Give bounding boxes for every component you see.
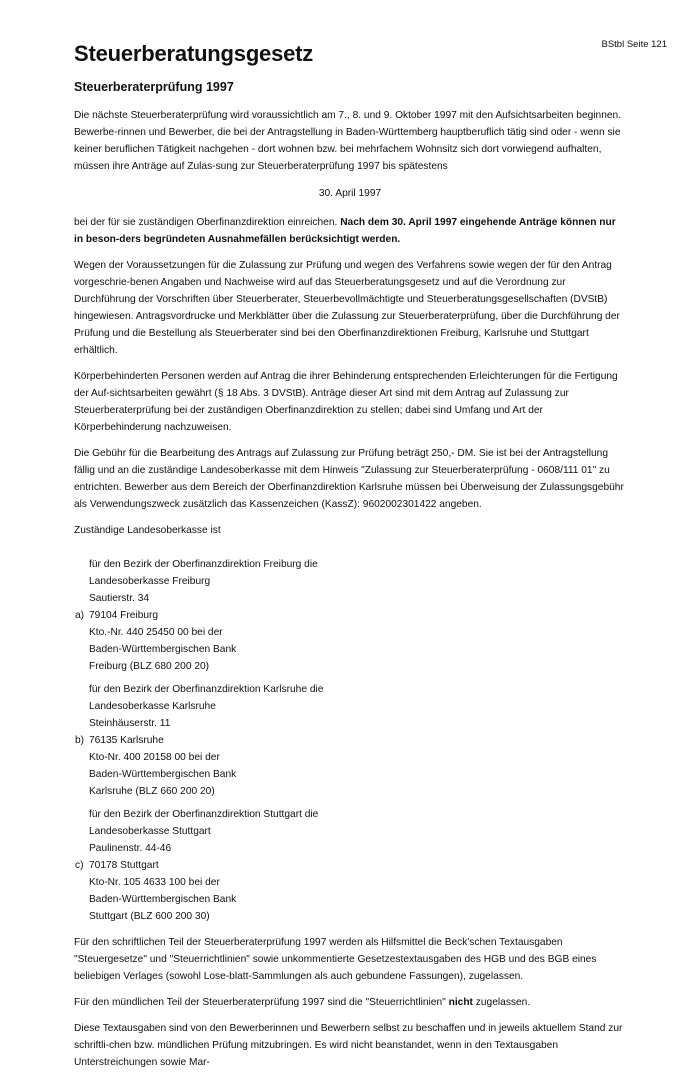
address-line: für den Bezirk der Oberfinanzdirektion Karlsruhe die [89,684,324,695]
address-line: Kto-Nr. 105 4633 100 bei der [89,877,220,888]
address-line: 79104 Freiburg [89,610,159,621]
list-marker: b) [75,735,85,746]
paragraph-text-editions: Diese Textausgaben sind von den Bewerberinnen und Bewerbern selbst zu beschaffen und in jeweils aktuellem Stand zur schriftli-chen bzw. mündlichen Prüfung mitzubringen. Es wird nicht beanstandet, wenn in den Textausgaben Unterstreichungen sowie Mar- [74,1023,623,1068]
address-line: Karlsruhe (BLZ 660 200 20) [89,786,215,797]
address-line: Kto-Nr. 400 20158 00 bei der [89,752,220,763]
address-line: Stuttgart (BLZ 600 200 30) [89,911,210,922]
paragraph-written-exam-aids: Für den schriftlichen Teil der Steuerberaterprüfung 1997 werden als Hilfsmittel die Beck'schen Textausgaben "Steuergesetze" und "Steuerrichtlinien" sowie unkommentierte Gesetzestextausgaben des HGB und des BGB eines beliebigen Verlages (sowohl Lose-blatt-Sammlungen als auch gebundene Fassungen), zugelassen. [74,937,597,982]
paragraph-requirements: Wegen der Voraussetzungen für die Zulassung zur Prüfung und wegen des Verfahrens sowie wegen der für den Antrag vorgeschrie-benen Angaben und Nachweise wird auf das Steuerberatungsgesetz und auf die Verordnung zur Durchführung der Vorschriften über Steuerberater, Steuerbevollmächtigte und Steuerberatungsgesellschaften (DVStB) hingewiesen. Antragsvordrucke und Merkblätter über die Zulassung zur Steuerberaterprüfung, über die Durchführung der Prüfung und die Bestellung als Steuerberater sind bei den Oberfinanzdirektionen Freiburg, Karlsruhe und Stuttgart erhältlich. [74,260,620,356]
address-line: Baden-Württembergischen Bank [89,894,237,905]
document-body [74,40,626,1080]
address-line: Kto.-Nr. 440 25450 00 bei der [89,627,223,638]
deadline-warning: Nach dem 30. April 1997 eingehende Anträge können nur in beson-ders begründeten Ausnahmefällen berücksichtigt werden. [74,217,616,245]
address-line: Paulinenstr. 44-46 [89,843,172,854]
address-line: 70178 Stuttgart [89,860,159,871]
list-marker: c) [75,860,84,871]
cashier-block-a [75,556,626,675]
paragraph-submission [74,214,626,248]
paragraph-disability: Körperbehinderten Personen werden auf Antrag die ihrer Behinderung entsprechenden Erleichterungen für die Fertigung der Auf-sichtsarbeiten gewährt (§ 18 Abs. 3 DVStB). Anträge dieser Art sind mit dem Antrag auf Zulassung zur Steuerberaterprüfung bei der zuständigen Oberfinanzdirektion zu stellen; dabei sind Umfang und Art der Körperbehinderung nachzuweisen. [74,371,618,433]
address-line: Baden-Württembergischen Bank [89,644,237,655]
oral-exam-text: Für den mündlichen Teil der Steuerberaterprüfung 1997 sind die "Steuerrichtlinien" [74,997,446,1008]
address-line: Freiburg (BLZ 680 200 20) [89,661,210,672]
address-line: Sautierstr. 34 [89,593,150,604]
address-line: 76135 Karlsruhe [89,735,164,746]
page-number: BStbl Seite 121 [601,39,667,50]
address-line: Landesoberkasse Freiburg [89,576,211,587]
deadline-date: 30. April 1997 [318,188,382,199]
section-heading: Steuerberaterprüfung 1997 [74,80,234,94]
address-line: Baden-Württembergischen Bank [89,769,237,780]
submission-text: bei der für sie zuständigen Oberfinanzdirektion einreichen. [74,217,338,228]
address-line: Landesoberkasse Karlsruhe [89,701,216,712]
address-line: Steinhäuserstr. 11 [89,718,171,729]
paragraph-cashier-intro: Zuständige Landesoberkasse ist [74,525,221,536]
address-line: Landesoberkasse Stuttgart [89,826,211,837]
cashier-block-b [75,681,626,800]
page-title: Steuerberatungsgesetz [74,41,314,66]
paragraph-oral-exam-aids [74,994,626,1011]
list-marker: a) [75,610,85,621]
address-line: für den Bezirk der Oberfinanzdirektion Freiburg die [89,559,318,570]
paragraph-fee: Die Gebühr für die Bearbeitung des Antrags auf Zulassung zur Prüfung beträgt 250,- DM. Sie ist bei der Antragstellung fällig und an die zuständige Landesoberkasse mit dem Hinweis "Zulassung zur Steuerberaterprüfung - 0608/111 01" zu entrichten. Bewerber aus dem Bereich der Oberfinanzdirektion Karlsruhe müssen bei Überweisung der Zulassungsgebühr als Verwendungszweck zusätzlich das Kassenzeichen (KassZ): 9602002301422 angeben. [74,448,624,510]
emphasis-nicht: nicht [448,997,473,1008]
oral-exam-text-end: zugelassen. [475,997,531,1008]
cashier-block-c [75,806,626,925]
paragraph-intro: Die nächste Steuerberaterprüfung wird voraussichtlich am 7., 8. und 9. Oktober 1997 mit den Aufsichtsarbeiten beginnen. Bewerbe-rinnen und Bewerber, die bei der Antragstellung in Baden-Württemberg hauptberuflich tätig sind oder - wenn sie keiner beruflichen Tätigkeit nachgehen - dort wohnen bzw. bei mehrfachem Wohnsitz sich dort vorwiegend aufhalten, müssen ihre Anträge auf Zulas-sung zur Steuerberaterprüfung 1997 bis spätestens [74,110,622,172]
address-line: für den Bezirk der Oberfinanzdirektion Stuttgart die [89,809,319,820]
